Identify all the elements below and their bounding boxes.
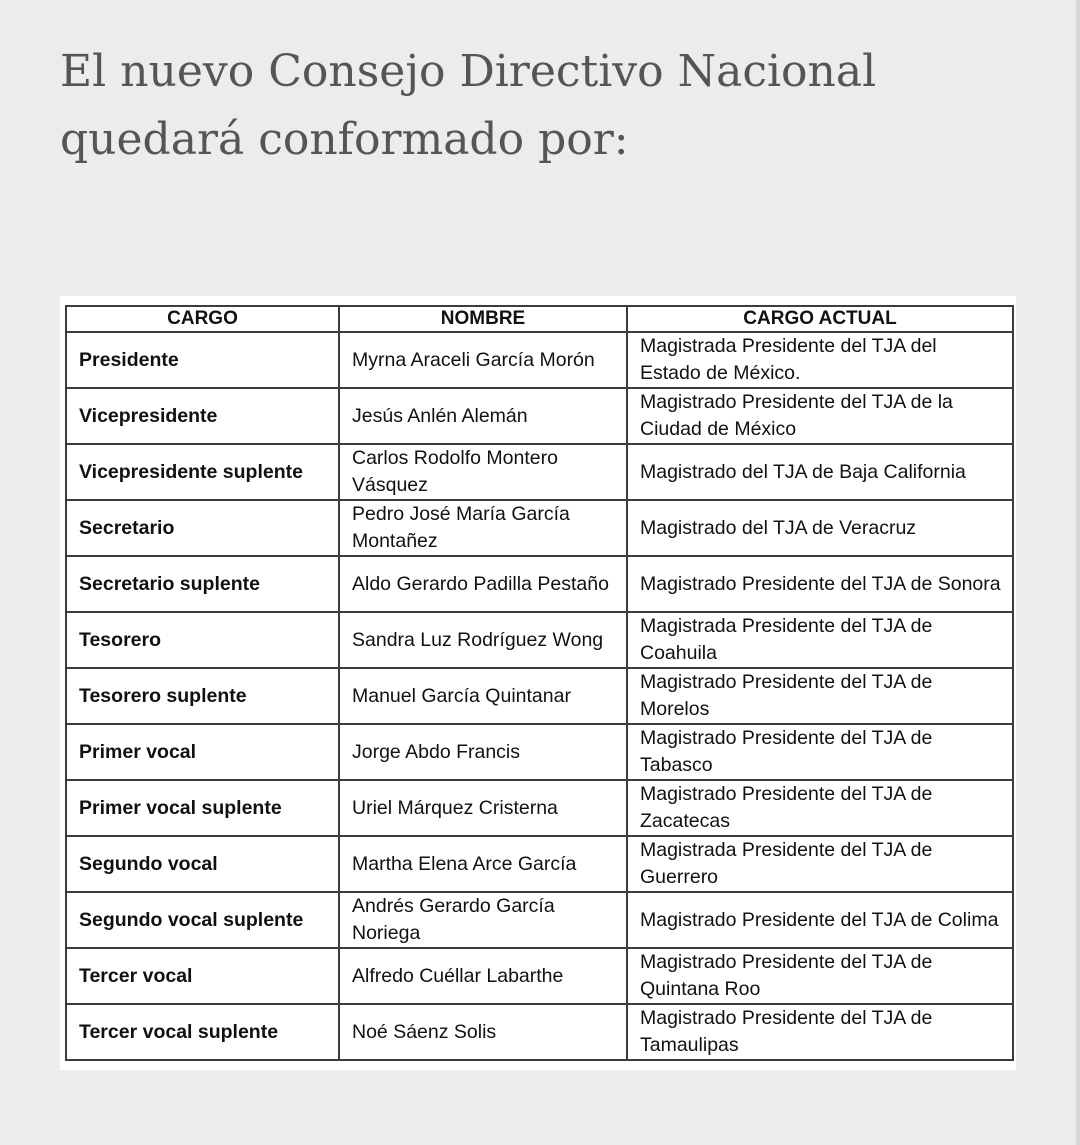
table-row (66, 780, 1013, 836)
heading-line-1: El nuevo Consejo Directivo Nacional (60, 46, 877, 97)
nombre-cell: Sandra Luz Rodríguez Wong (339, 612, 627, 668)
table-row (66, 500, 1013, 556)
column-header-cargo: CARGO (66, 306, 339, 332)
table-row (66, 892, 1013, 948)
cargo-cell: Segundo vocal (66, 836, 339, 892)
cargo-cell: Segundo vocal suplente (66, 892, 339, 948)
cargo-cell: Vicepresidente suplente (66, 444, 339, 500)
cargo-cell: Primer vocal suplente (66, 780, 339, 836)
cargo-actual-cell: Magistrado Presidente del TJA de Sonora (627, 556, 1013, 612)
column-header-cargo-actual: CARGO ACTUAL (627, 306, 1013, 332)
table-row (66, 612, 1013, 668)
table-row (66, 836, 1013, 892)
consejo-table (65, 305, 1014, 1061)
cargo-actual-cell: Magistrado Presidente del TJA de Zacatecas (627, 780, 1013, 836)
cargo-cell: Tesorero suplente (66, 668, 339, 724)
table-row (66, 948, 1013, 1004)
table-header-row (66, 306, 1013, 332)
cargo-actual-cell: Magistrada Presidente del TJA del Estado de México. (627, 332, 1013, 388)
heading-line-2: quedará conformado por: (60, 114, 629, 165)
cargo-actual-cell: Magistrado Presidente del TJA de Tabasco (627, 724, 1013, 780)
nombre-cell: Uriel Márquez Cristerna (339, 780, 627, 836)
cargo-actual-cell: Magistrada Presidente del TJA de Coahuila (627, 612, 1013, 668)
cargo-actual-cell: Magistrado Presidente del TJA de Tamaulipas (627, 1004, 1013, 1060)
nombre-cell: Jorge Abdo Francis (339, 724, 627, 780)
table-row (66, 444, 1013, 500)
nombre-cell: Manuel García Quintanar (339, 668, 627, 724)
table-row (66, 388, 1013, 444)
nombre-cell: Myrna Araceli García Morón (339, 332, 627, 388)
table-row (66, 556, 1013, 612)
page-edge (1076, 0, 1080, 1145)
nombre-cell: Jesús Anlén Alemán (339, 388, 627, 444)
table-image (60, 296, 1016, 1070)
cargo-actual-cell: Magistrado Presidente del TJA de Morelos (627, 668, 1013, 724)
nombre-cell: Martha Elena Arce García (339, 836, 627, 892)
table-row (66, 668, 1013, 724)
cargo-cell: Primer vocal (66, 724, 339, 780)
table-row (66, 724, 1013, 780)
cargo-actual-cell: Magistrada Presidente del TJA de Guerrero (627, 836, 1013, 892)
cargo-cell: Tercer vocal suplente (66, 1004, 339, 1060)
nombre-cell: Aldo Gerardo Padilla Pestaño (339, 556, 627, 612)
nombre-cell: Pedro José María García Montañez (339, 500, 627, 556)
cargo-actual-cell: Magistrado Presidente del TJA de la Ciudad de México (627, 388, 1013, 444)
nombre-cell: Carlos Rodolfo Montero Vásquez (339, 444, 627, 500)
nombre-cell: Noé Sáenz Solis (339, 1004, 627, 1060)
nombre-cell: Alfredo Cuéllar Labarthe (339, 948, 627, 1004)
cargo-actual-cell: Magistrado del TJA de Veracruz (627, 500, 1013, 556)
column-header-nombre: NOMBRE (339, 306, 627, 332)
cargo-cell: Secretario suplente (66, 556, 339, 612)
cargo-cell: Tesorero (66, 612, 339, 668)
article-heading (60, 38, 1020, 174)
cargo-cell: Vicepresidente (66, 388, 339, 444)
table-row (66, 332, 1013, 388)
table-row (66, 1004, 1013, 1060)
nombre-cell: Andrés Gerardo García Noriega (339, 892, 627, 948)
cargo-actual-cell: Magistrado Presidente del TJA de Quintana Roo (627, 948, 1013, 1004)
cargo-cell: Tercer vocal (66, 948, 339, 1004)
cargo-cell: Secretario (66, 500, 339, 556)
cargo-cell: Presidente (66, 332, 339, 388)
cargo-actual-cell: Magistrado Presidente del TJA de Colima (627, 892, 1013, 948)
cargo-actual-cell: Magistrado del TJA de Baja California (627, 444, 1013, 500)
